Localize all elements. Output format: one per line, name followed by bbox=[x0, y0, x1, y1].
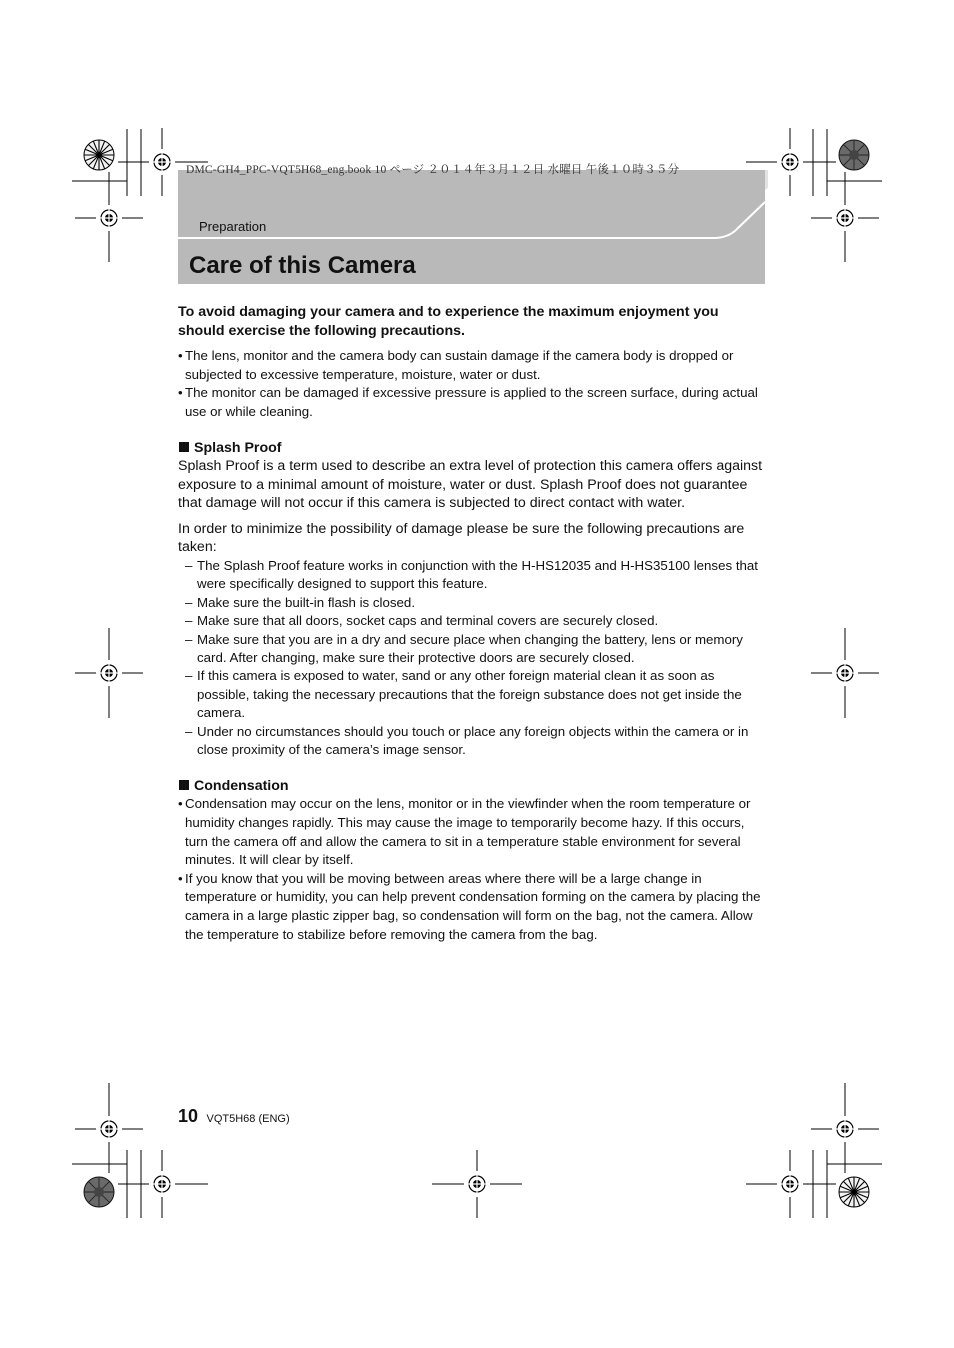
page-title: Care of this Camera bbox=[189, 252, 416, 279]
list-item: – Make sure that you are in a dry and secure place when changing the battery, lens or memory card. After changing, make sure their protective doors are securely closed. bbox=[185, 631, 764, 668]
square-bullet-icon bbox=[179, 780, 189, 790]
intro-text: To avoid damaging your camera and to experience the maximum enjoyment you should exercise the following precautions. bbox=[178, 304, 719, 339]
splash-proof-precautions-list bbox=[185, 557, 764, 759]
section-label: Preparation bbox=[199, 219, 267, 234]
condensation-heading: Condensation bbox=[178, 777, 764, 795]
page-number: 10 bbox=[178, 1106, 199, 1126]
list-item: – Under no circumstances should you touch or place any foreign objects within the camera or in close proximity of the camera’s image sensor. bbox=[185, 723, 764, 760]
condensation-list bbox=[178, 795, 764, 944]
splash-proof-heading: Splash Proof bbox=[178, 439, 764, 457]
list-item: – If this camera is exposed to water, sand or any other foreign material clean it as soon as possible, taking the necessary precautions that the foreign substance does not get inside the camera. bbox=[185, 667, 764, 722]
list-item: – Make sure that all doors, socket caps and terminal covers are securely closed. bbox=[185, 612, 764, 630]
splash-proof-paragraph: Splash Proof is a term used to describe an extra level of protection this camera offers against exposure to a minimal amount of moisture, water or dust. Splash Proof does not guarantee that damage will not occur if this camera is subjected to direct contact with water. bbox=[178, 458, 763, 512]
list-item: – The Splash Proof feature works in conjunction with the H-HS12035 and H-HS35100 lenses that were specifically designed to support this feature. bbox=[185, 557, 764, 594]
page-footer bbox=[178, 1106, 290, 1127]
list-item: – Make sure the built-in flash is closed. bbox=[185, 594, 764, 612]
general-precautions-list bbox=[178, 347, 764, 421]
list-item: • The monitor can be damaged if excessive pressure is applied to the screen surface, during actual use or while cleaning. bbox=[178, 384, 764, 421]
splash-proof-paragraph: In order to minimize the possibility of damage please be sure the following precautions are taken: bbox=[178, 520, 745, 556]
list-item: • If you know that you will be moving between areas where there will be a large change in temperature or humidity, you can help prevent condensation forming on the camera by placing the camera in a large plastic zipper bag, so condensation will form on the bag, not the camera. Allow the temperature to stabilize before removing the camera from the bag. bbox=[178, 870, 764, 944]
page-content bbox=[178, 303, 764, 944]
document-code: VQT5H68 (ENG) bbox=[206, 1113, 290, 1125]
list-item: • The lens, monitor and the camera body can sustain damage if the camera body is dropped or subjected to excessive temperature, moisture, water or dust. bbox=[178, 347, 764, 384]
print-header: DMC-GH4_PPC-VQT5H68_eng.book 10 ページ ２０１４年３月１２日 水曜日 午後１０時３５分 bbox=[186, 164, 680, 176]
list-item: • Condensation may occur on the lens, monitor or in the viewfinder when the room temperature or humidity changes rapidly. This may cause the image to temporarily become hazy. If this occurs, turn the camera off and allow the camera to sit in a temperature stable environment for several minutes. It will clear by itself. bbox=[178, 795, 764, 869]
square-bullet-icon bbox=[179, 442, 189, 452]
